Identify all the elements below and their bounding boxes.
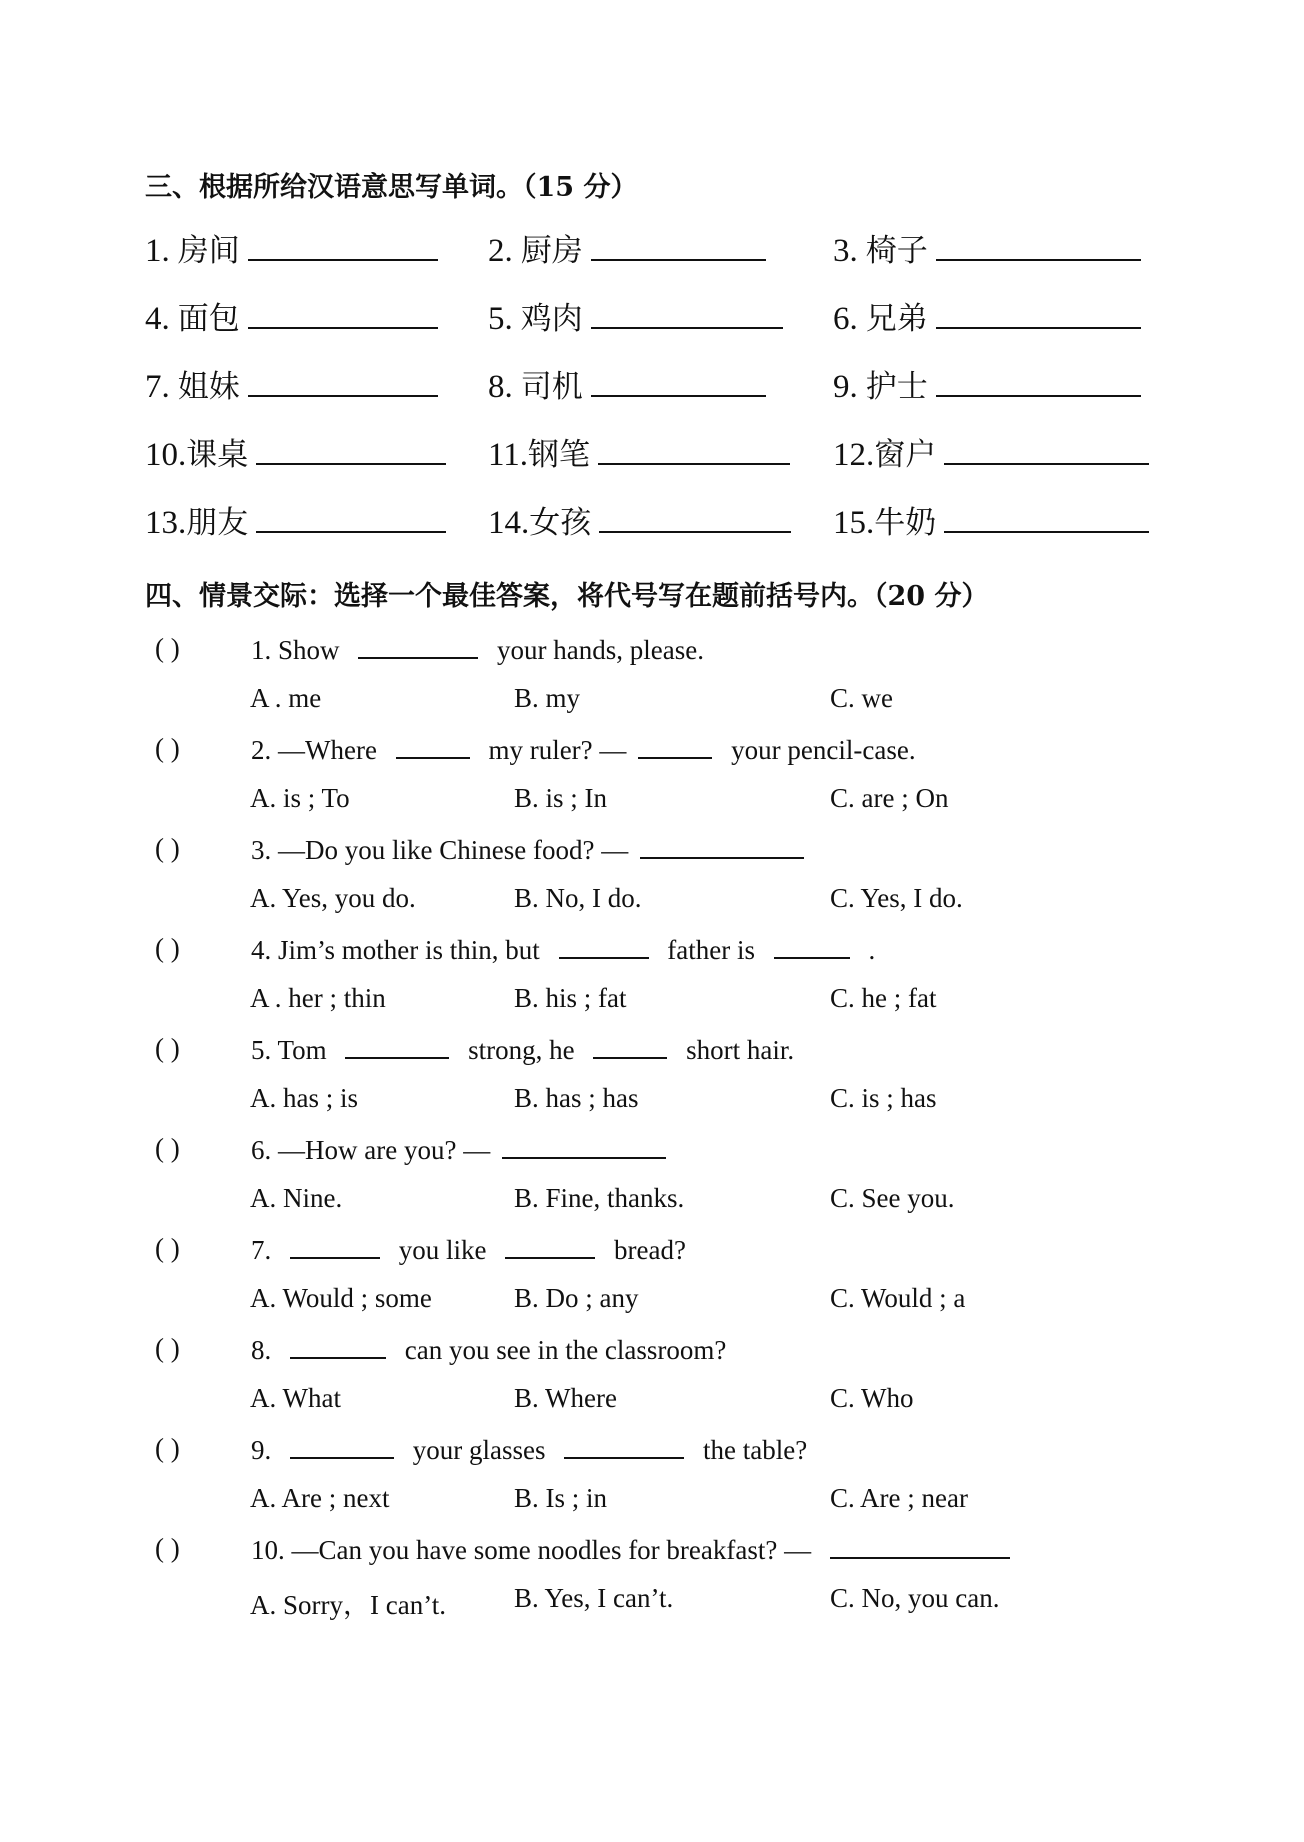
option-c: C. he ; fat [830, 983, 937, 1013]
fill-blank[interactable] [396, 733, 470, 759]
vocab-chinese-word: 房间 [177, 233, 240, 269]
vocab-number: 4. [145, 301, 170, 337]
answer-parentheses[interactable]: ( ) [155, 733, 180, 763]
option-c: C. Who [830, 1383, 914, 1413]
section-4-heading: 四、情景交际：选择一个最佳答案，将代号写在题前括号内。（20 分） [145, 581, 989, 612]
fill-blank[interactable] [640, 833, 804, 859]
fill-blank[interactable] [358, 633, 478, 659]
fill-blank[interactable] [505, 1233, 595, 1259]
vocab-chinese-word: 姐妹 [177, 369, 240, 405]
option-c: C. Are ; near [830, 1483, 968, 1513]
vocab-chinese-word: 女孩 [529, 505, 592, 541]
question-text: 4. Jim’s mother is thin, but [251, 935, 547, 965]
vocab-number: 6. [833, 301, 858, 337]
question-text: your glasses [406, 1435, 553, 1465]
question-text: 1. Show [251, 635, 347, 665]
vocab-chinese-word: 鸡肉 [520, 301, 583, 337]
vocab-number: 7. [145, 369, 170, 405]
answer-blank[interactable] [248, 295, 438, 329]
answer-blank[interactable] [598, 431, 790, 465]
option-a: A. Would ; some [250, 1283, 432, 1313]
vocab-chinese-word: 兄弟 [865, 301, 928, 337]
vocab-number: 8. [488, 369, 513, 405]
vocab-item [145, 429, 446, 474]
answer-parentheses[interactable]: ( ) [155, 933, 180, 963]
vocab-row [145, 225, 1185, 275]
vocab-item [833, 361, 1141, 406]
question-stem [251, 1333, 726, 1366]
question-stem [251, 1133, 678, 1166]
answer-parentheses[interactable]: ( ) [155, 1133, 180, 1163]
vocab-chinese-word: 朋友 [186, 505, 249, 541]
option-c: C. is ; has [830, 1083, 937, 1113]
answer-blank[interactable] [591, 295, 783, 329]
answer-parentheses[interactable]: ( ) [155, 1533, 180, 1563]
option-b: B. has ; has [514, 1083, 639, 1113]
vocab-item [145, 293, 438, 338]
option-b: B. No, I do. [514, 883, 642, 913]
option-c: C. See you. [830, 1183, 955, 1213]
fill-blank[interactable] [559, 933, 649, 959]
question-text: . [861, 935, 876, 965]
vocab-chinese-word: 面包 [177, 301, 240, 337]
answer-blank[interactable] [256, 499, 446, 533]
option-a: A. Are ; next [250, 1483, 390, 1513]
option-b: B. my [514, 683, 581, 713]
vocab-number: 2. [488, 233, 513, 269]
fill-blank[interactable] [502, 1133, 666, 1159]
question-text: 2. —Where [251, 735, 384, 765]
option-b: B. Fine, thanks. [514, 1183, 685, 1213]
option-b: B. his ; fat [514, 983, 627, 1013]
vocab-item [488, 225, 766, 270]
question-text: short hair. [679, 1035, 795, 1065]
question-text: strong, he [461, 1035, 582, 1065]
fill-blank[interactable] [290, 1233, 380, 1259]
question-text: 10. —Can you have some noodles for breakfast? — [251, 1535, 818, 1565]
answer-blank[interactable] [248, 363, 438, 397]
answer-blank[interactable] [599, 499, 791, 533]
option-c: C. are ; On [830, 783, 949, 813]
vocab-chinese-word: 窗户 [874, 437, 937, 473]
answer-blank[interactable] [944, 431, 1149, 465]
question-text: the table? [696, 1435, 808, 1465]
vocab-number: 10. [145, 437, 187, 473]
fill-blank[interactable] [638, 733, 712, 759]
vocab-row [145, 293, 1185, 343]
vocab-number: 12. [833, 437, 875, 473]
question-text: 9. [251, 1435, 278, 1465]
answer-blank[interactable] [936, 363, 1141, 397]
answer-blank[interactable] [936, 295, 1141, 329]
question-stem [251, 833, 816, 866]
option-a: A. Yes, you do. [250, 883, 416, 913]
question-text: your hands, please. [490, 635, 704, 665]
question-stem [251, 1033, 794, 1066]
vocab-chinese-word: 护士 [865, 369, 928, 405]
answer-parentheses[interactable]: ( ) [155, 1433, 180, 1463]
vocab-number: 1. [145, 233, 170, 269]
option-a: A. has ; is [250, 1083, 358, 1113]
option-a: A. What [250, 1383, 341, 1413]
vocab-chinese-word: 课桌 [186, 437, 249, 473]
answer-parentheses[interactable]: ( ) [155, 1033, 180, 1063]
question-text: you like [392, 1235, 494, 1265]
vocab-number: 3. [833, 233, 858, 269]
vocab-item [833, 429, 1149, 474]
fill-blank[interactable] [290, 1333, 386, 1359]
option-c: C. No, you can. [830, 1583, 1000, 1613]
question-text: 8. [251, 1335, 278, 1365]
option-c: C. Yes, I do. [830, 883, 963, 913]
vocab-item [145, 361, 438, 406]
answer-parentheses[interactable]: ( ) [155, 833, 180, 863]
question-stem [251, 733, 916, 766]
vocab-item [488, 361, 766, 406]
fill-blank[interactable] [830, 1533, 1010, 1559]
answer-parentheses[interactable]: ( ) [155, 633, 180, 663]
vocab-chinese-word: 牛奶 [874, 505, 937, 541]
option-b: B. is ; In [514, 783, 608, 813]
vocab-chinese-word: 钢笔 [528, 437, 591, 473]
vocab-row [145, 361, 1185, 411]
answer-blank[interactable] [256, 431, 446, 465]
vocab-item [145, 225, 438, 270]
answer-parentheses[interactable]: ( ) [155, 1333, 180, 1363]
vocab-number: 5. [488, 301, 513, 337]
vocab-item [488, 293, 783, 338]
option-a: A . her ; thin [250, 983, 386, 1013]
vocab-number: 15. [833, 505, 875, 541]
question-text: 6. —How are you? — [251, 1135, 491, 1165]
answer-blank[interactable] [944, 499, 1149, 533]
answer-blank[interactable] [591, 227, 766, 261]
fill-blank[interactable] [593, 1033, 667, 1059]
option-a: A. Sorry，I can’t. [250, 1590, 446, 1620]
vocab-number: 14. [488, 505, 530, 541]
answer-parentheses[interactable]: ( ) [155, 1233, 180, 1263]
answer-blank[interactable] [248, 227, 438, 261]
fill-blank[interactable] [774, 933, 850, 959]
section-3-heading: 三、根据所给汉语意思写单词。（15 分） [145, 172, 638, 203]
option-b: B. Is ; in [514, 1483, 608, 1513]
question-text: 3. —Do you like Chinese food? — [251, 835, 629, 865]
vocab-item [833, 293, 1141, 338]
vocab-item [145, 497, 446, 542]
vocab-item [833, 225, 1141, 270]
vocab-number: 13. [145, 505, 187, 541]
vocab-row [145, 429, 1185, 479]
option-c: C. Would ; a [830, 1283, 966, 1313]
question-stem [251, 633, 704, 666]
vocab-chinese-word: 司机 [520, 369, 583, 405]
question-text: 7. [251, 1235, 278, 1265]
vocab-number: 11. [488, 437, 529, 473]
question-text: can you see in the classroom? [398, 1335, 727, 1365]
question-stem [251, 933, 875, 966]
option-a: A. is ; To [250, 783, 350, 813]
option-a: A. Nine. [250, 1183, 343, 1213]
vocab-chinese-word: 椅子 [865, 233, 928, 269]
fill-blank[interactable] [345, 1033, 449, 1059]
fill-blank[interactable] [564, 1433, 684, 1459]
question-text: 5. Tom [251, 1035, 334, 1065]
fill-blank[interactable] [290, 1433, 394, 1459]
vocab-item [488, 429, 790, 474]
question-text: bread? [607, 1235, 686, 1265]
vocab-item [833, 497, 1149, 542]
option-a: A . me [250, 683, 322, 713]
question-stem [251, 1233, 686, 1266]
question-stem [251, 1533, 1022, 1566]
vocab-number: 9. [833, 369, 858, 405]
question-text: my ruler? — [481, 735, 627, 765]
option-c: C. we [830, 683, 893, 713]
vocab-item [488, 497, 791, 542]
question-text: father is [660, 935, 762, 965]
vocab-chinese-word: 厨房 [520, 233, 583, 269]
question-text: your pencil-case. [724, 735, 916, 765]
option-b: B. Do ; any [514, 1283, 639, 1313]
option-b: B. Where [514, 1383, 617, 1413]
option-b: B. Yes, I can’t. [514, 1583, 674, 1613]
vocab-row [145, 497, 1185, 547]
answer-blank[interactable] [936, 227, 1141, 261]
answer-blank[interactable] [591, 363, 766, 397]
question-stem [251, 1433, 807, 1466]
